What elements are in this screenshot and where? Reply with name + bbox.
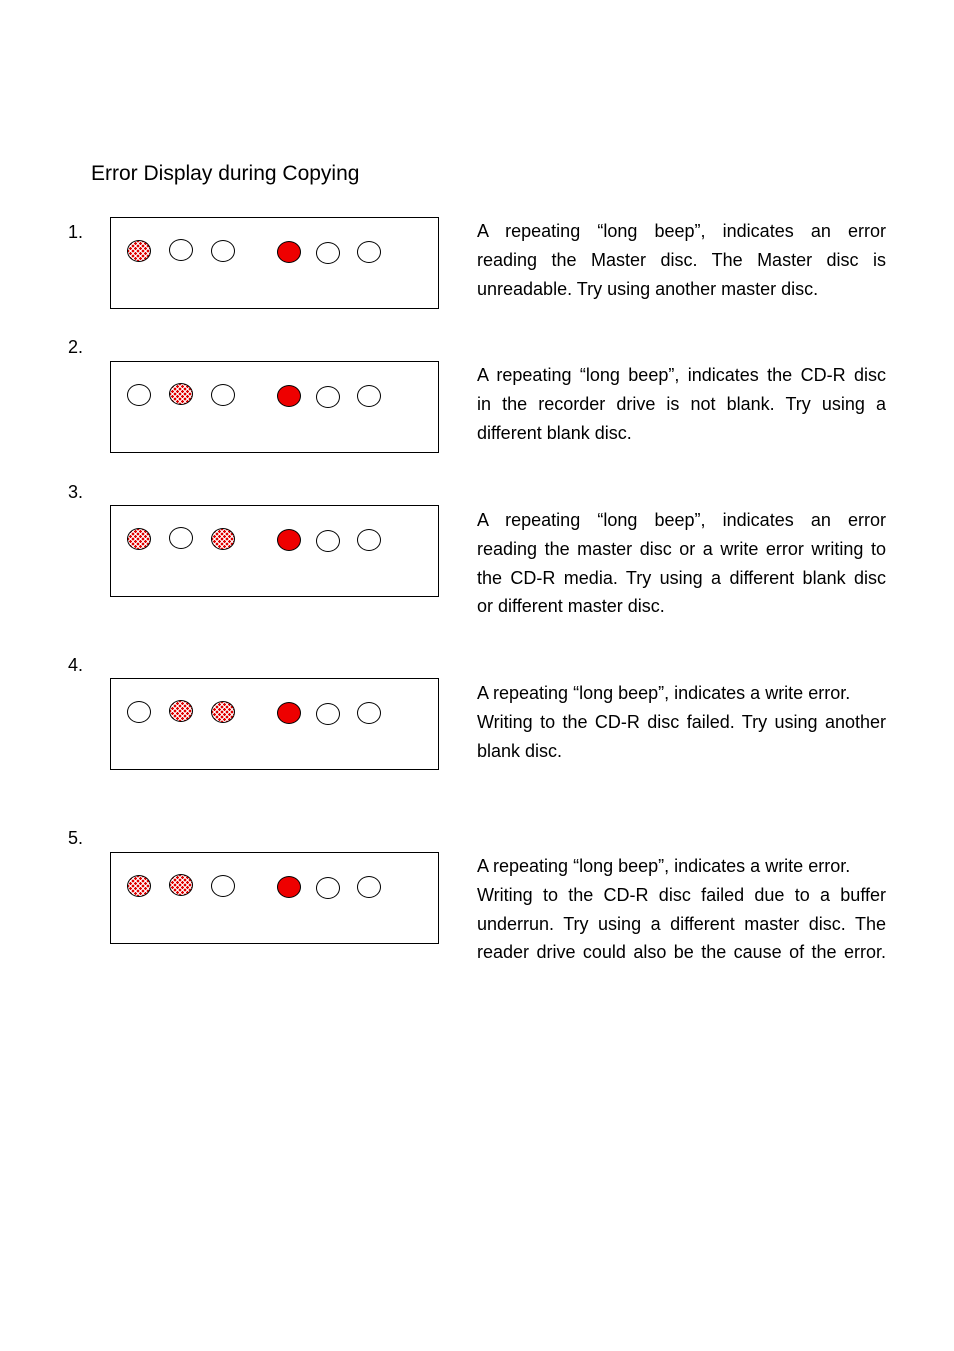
- description-line: A repeating “long beep”, indicates an error: [477, 221, 886, 241]
- description-line: A repeating “long beep”, indicates a write error.: [477, 683, 851, 703]
- error-description: [477, 679, 886, 765]
- led-indicator-6: [357, 876, 381, 898]
- led-indicator-1: [127, 384, 151, 406]
- error-description: [477, 217, 886, 303]
- led-indicator-4: [277, 876, 301, 898]
- led-indicator-4: [277, 241, 301, 263]
- led-indicator-4: [277, 702, 301, 724]
- item-number: 2.: [68, 337, 84, 357]
- item-number: 4.: [68, 655, 84, 675]
- led-panel: [110, 505, 439, 597]
- led-indicator-2: [169, 383, 193, 405]
- error-description: [477, 506, 886, 621]
- led-indicator-4: [277, 529, 301, 551]
- description-line: different blank disc.: [477, 422, 632, 443]
- description-line: the CD-R media. Try using a different blank disc: [477, 567, 886, 588]
- description-line: reader drive could also be the cause of the error.: [477, 942, 886, 963]
- led-indicator-2: [169, 700, 193, 722]
- description-line: blank disc.: [477, 740, 563, 761]
- led-panel: [110, 217, 439, 309]
- led-indicator-2: [169, 874, 193, 896]
- led-indicator-5: [316, 530, 340, 552]
- led-indicator-3: [211, 528, 235, 550]
- led-indicator-5: [316, 386, 340, 408]
- led-indicator-1: [127, 701, 151, 723]
- led-panel: [110, 678, 439, 770]
- led-indicator-1: [127, 875, 151, 897]
- led-indicator-2: [169, 527, 193, 549]
- led-indicator-3: [211, 240, 235, 262]
- led-indicator-4: [277, 385, 301, 407]
- description-line: Writing to the CD-R disc failed. Try using another: [477, 711, 886, 732]
- item-number: 1.: [68, 222, 84, 242]
- led-indicator-3: [211, 384, 235, 406]
- description-line: Writing to the CD-R disc failed due to a buffer: [477, 884, 886, 905]
- description-line: underrun. Try using a different master disc. The: [477, 913, 886, 934]
- led-indicator-5: [316, 242, 340, 264]
- error-description: [477, 361, 886, 447]
- led-indicator-3: [211, 875, 235, 897]
- led-indicator-2: [169, 239, 193, 261]
- item-number: 5.: [68, 828, 84, 848]
- description-line: reading the Master disc. The Master disc is: [477, 249, 886, 270]
- led-indicator-6: [357, 385, 381, 407]
- description-line: unreadable. Try using another master disc.: [477, 278, 819, 299]
- led-panel: [110, 852, 439, 944]
- led-indicator-5: [316, 877, 340, 899]
- description-line: or different master disc.: [477, 596, 665, 617]
- item-number: 3.: [68, 482, 84, 502]
- led-indicator-6: [357, 529, 381, 551]
- description-line: reading the master disc or a write error writing to: [477, 538, 886, 559]
- error-description: [477, 852, 886, 967]
- led-indicator-6: [357, 241, 381, 263]
- led-indicator-1: [127, 528, 151, 550]
- description-line: A repeating “long beep”, indicates a write error.: [477, 856, 851, 876]
- description-line: A repeating “long beep”, indicates the CD-R disc: [477, 365, 886, 385]
- led-indicator-1: [127, 240, 151, 262]
- led-indicator-3: [211, 701, 235, 723]
- description-line: in the recorder drive is not blank. Try using a: [477, 393, 886, 414]
- description-line: A repeating “long beep”, indicates an error: [477, 510, 886, 530]
- led-indicator-6: [357, 702, 381, 724]
- led-indicator-5: [316, 703, 340, 725]
- led-panel: [110, 361, 439, 453]
- page-title: Error Display during Copying: [91, 162, 360, 185]
